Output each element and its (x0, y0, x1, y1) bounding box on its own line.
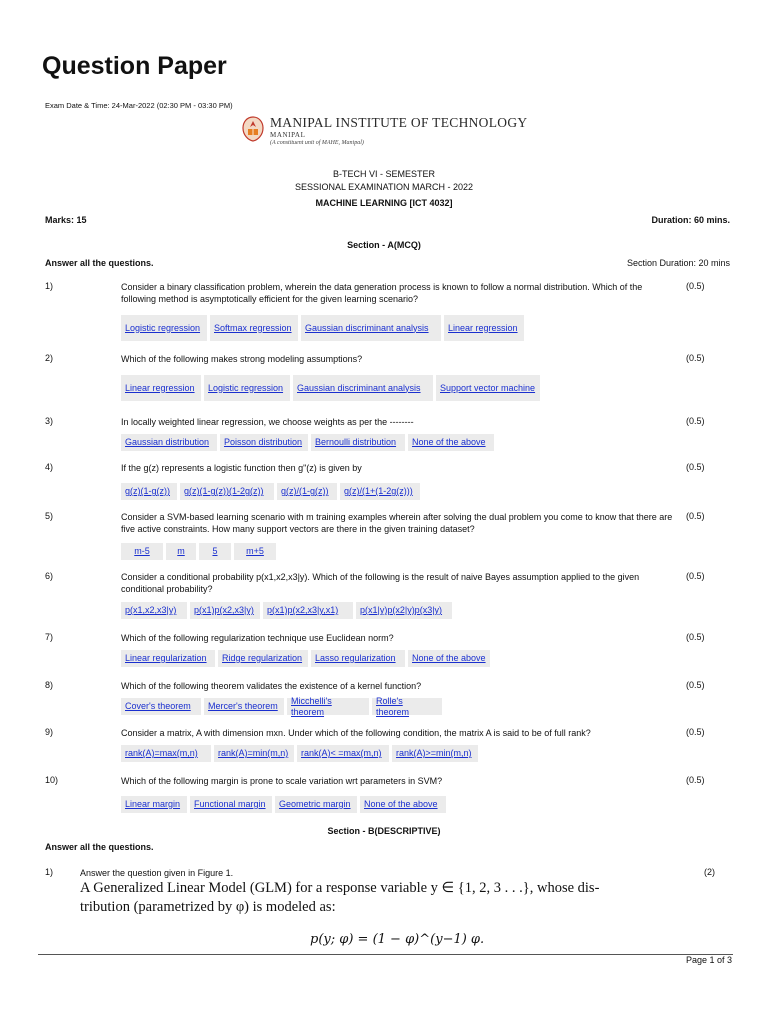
page-number: Page 1 of 3 (685, 955, 732, 965)
section-b-question-number: 1) (45, 867, 54, 877)
section-b-question-text: Answer the question given in Figure 1. (80, 868, 234, 878)
question-number: 4) (45, 462, 54, 472)
answer-options (121, 543, 276, 560)
answer-option[interactable]: Linear regression (444, 315, 524, 341)
answer-option[interactable]: Geometric margin (275, 796, 357, 813)
question-marks: (0.5) (686, 571, 705, 581)
answer-options (121, 375, 540, 401)
figure-formula: p(y; φ) = (1 − φ)^(y−1) φ. (310, 932, 485, 947)
question-number: 1) (45, 281, 54, 291)
answer-option[interactable]: g(z)/(1+(1-2g(z))) (340, 483, 420, 500)
answer-option[interactable]: m-5 (121, 543, 163, 560)
answer-options (121, 745, 478, 762)
answer-option[interactable]: rank(A)>=min(m,n) (392, 745, 478, 762)
question-marks: (0.5) (686, 281, 705, 291)
answer-options (121, 796, 446, 813)
answer-option[interactable]: rank(A)=max(m,n) (121, 745, 211, 762)
answer-option[interactable]: Rolle's theorem (372, 698, 442, 715)
institute-logo (240, 115, 527, 147)
exam-date: Exam Date & Time: 24-Mar-2022 (02:30 PM - 03:30 PM) (45, 101, 233, 110)
answer-option[interactable]: rank(A)< =max(m,n) (297, 745, 389, 762)
answer-options (121, 602, 452, 619)
answer-options (121, 315, 524, 341)
question-number: 5) (45, 511, 54, 521)
answer-option[interactable]: Gaussian discriminant analysis (301, 315, 441, 341)
footer-divider (38, 954, 733, 955)
marks-label: Marks: 15 (45, 215, 87, 225)
answer-option[interactable]: Cover's theorem (121, 698, 201, 715)
question-text: Consider a conditional probability p(x1,x2,x3|y). Which of the following is the result of naive Bayes assumption applied to the given conditional probability? (121, 572, 640, 594)
question-marks: (0.5) (686, 511, 705, 521)
institute-unit: (A constituent unit of MAHE, Manipal) (270, 140, 364, 146)
section-a-duration: Section Duration: 20 mins (626, 258, 730, 268)
answer-option[interactable]: p(x1|y)p(x2|y)p(x3|y) (356, 602, 452, 619)
answer-option[interactable]: None of the above (408, 650, 490, 667)
question-marks: (0.5) (686, 775, 705, 785)
answer-option[interactable]: g(z)(1-g(z)) (121, 483, 177, 500)
question-marks: (0.5) (686, 680, 705, 690)
answer-option[interactable]: 5 (199, 543, 231, 560)
section-a-title: Section - A(MCQ) (347, 240, 421, 250)
answer-option[interactable]: Linear margin (121, 796, 187, 813)
answer-option[interactable]: None of the above (360, 796, 446, 813)
question-number: 3) (45, 416, 54, 426)
section-b-question-marks: (2) (704, 867, 715, 877)
answer-option[interactable]: p(x1)p(x2,x3|y,x1) (263, 602, 353, 619)
answer-option[interactable]: Softmax regression (210, 315, 298, 341)
answer-option[interactable]: Poisson distribution (220, 434, 308, 451)
answer-options (121, 650, 490, 667)
question-text: If the g(z) represents a logistic function then g"(z) is given by (121, 463, 362, 473)
question-marks: (0.5) (686, 632, 705, 642)
answer-option[interactable]: Bernoulli distribution (311, 434, 405, 451)
answer-option[interactable]: rank(A)=min(m,n) (214, 745, 294, 762)
question-marks: (0.5) (686, 416, 705, 426)
answer-option[interactable]: Gaussian distribution (121, 434, 217, 451)
answer-option[interactable]: Logistic regression (204, 375, 290, 401)
question-number: 6) (45, 571, 54, 581)
figure-text-line-2: tribution (parametrized by φ) is modeled as: (80, 899, 336, 915)
answer-option[interactable]: g(z)(1-g(z))(1-2g(z)) (180, 483, 274, 500)
answer-options (121, 434, 494, 451)
section-a-instruction: Answer all the questions. (45, 258, 154, 268)
answer-option[interactable]: Gaussian discriminant analysis (293, 375, 433, 401)
question-text: In locally weighted linear regression, we choose weights as per the -------- (121, 417, 414, 427)
question-number: 9) (45, 727, 54, 737)
section-b-instruction: Answer all the questions. (45, 842, 154, 852)
answer-option[interactable]: None of the above (408, 434, 494, 451)
institute-name: MANIPAL INSTITUTE OF TECHNOLOGY (270, 115, 528, 130)
question-text: Consider a SVM-based learning scenario with m training examples wherein after solving the dual problem you come to know that there are five active constraints. How many support vectors are there in the given training dataset? (121, 512, 673, 534)
answer-option[interactable]: p(x1,x2,x3|y) (121, 602, 187, 619)
question-marks: (0.5) (686, 353, 705, 363)
answer-option[interactable]: Ridge regularization (218, 650, 308, 667)
answer-option[interactable]: Micchelli's theorem (287, 698, 369, 715)
answer-options (121, 483, 420, 500)
question-marks: (0.5) (686, 727, 705, 737)
answer-option[interactable]: g(z)/(1-g(z)) (277, 483, 337, 500)
institute-city: MANIPAL (270, 131, 306, 139)
question-marks: (0.5) (686, 462, 705, 472)
figure-text-line-1: A Generalized Linear Model (GLM) for a response variable y ∈ {1, 2, 3 . . .}, whose dis- (80, 880, 600, 896)
question-number: 8) (45, 680, 54, 690)
exam-line: SESSIONAL EXAMINATION MARCH - 2022 (294, 182, 474, 192)
question-text: Which of the following margin is prone to scale variation wrt parameters in SVM? (121, 776, 443, 786)
question-number: 10) (45, 775, 59, 785)
program-line: B-TECH VI - SEMESTER (332, 169, 435, 179)
answer-option[interactable]: Lasso regularization (311, 650, 405, 667)
course-line: MACHINE LEARNING [ICT 4032] (315, 198, 453, 208)
question-text: Consider a matrix, A with dimension mxn. Under which of the following condition, the matrix A is said to be of full rank? (121, 728, 591, 738)
page-title: Question Paper (42, 52, 227, 80)
answer-options (121, 695, 442, 717)
emblem-icon (240, 115, 266, 143)
answer-option[interactable]: Functional margin (190, 796, 272, 813)
answer-option[interactable]: Mercer's theorem (204, 698, 284, 715)
question-number: 2) (45, 353, 54, 363)
question-text: Which of the following makes strong modeling assumptions? (121, 354, 363, 364)
answer-option[interactable]: Linear regularization (121, 650, 215, 667)
question-text: Which of the following theorem validates the existence of a kernel function? (121, 681, 422, 691)
answer-option[interactable]: Linear regression (121, 375, 201, 401)
answer-option[interactable]: m (166, 543, 196, 560)
answer-option[interactable]: m+5 (234, 543, 276, 560)
section-b-title: Section - B(DESCRIPTIVE) (327, 826, 441, 836)
duration-label: Duration: 60 mins. (651, 215, 730, 225)
answer-option[interactable]: Logistic regression (121, 315, 207, 341)
answer-option[interactable]: Support vector machine (436, 375, 540, 401)
question-number: 7) (45, 632, 54, 642)
question-text: Which of the following regularization technique use Euclidean norm? (121, 633, 394, 643)
answer-option[interactable]: p(x1)p(x2,x3|y) (190, 602, 260, 619)
question-text: Consider a binary classification problem, wherein the data generation process is known to follow a normal distribution. Which of the following method is asymptotically efficient for the given learning scenario? (121, 282, 643, 304)
